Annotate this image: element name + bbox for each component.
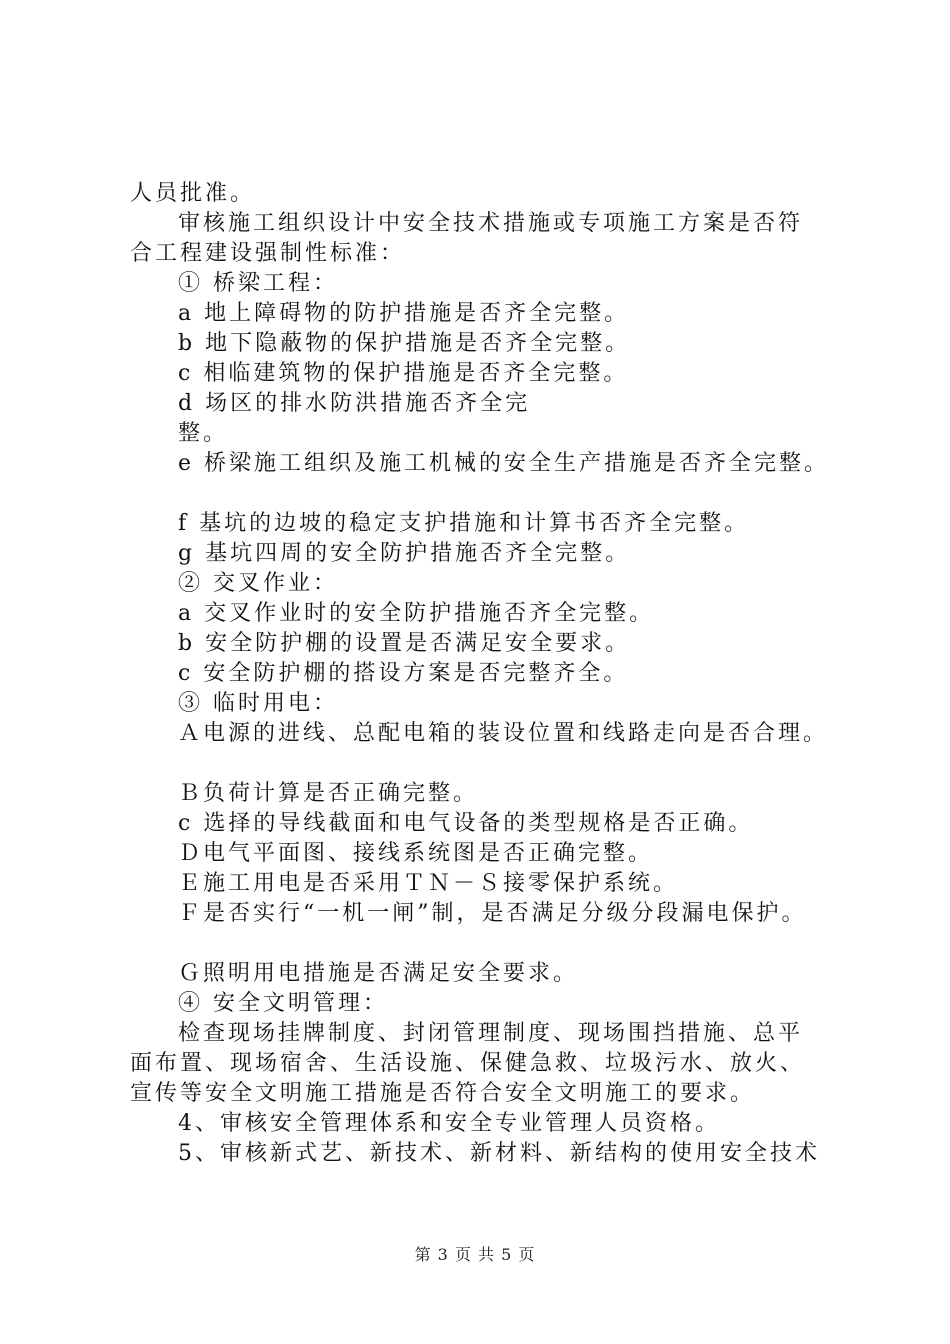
- section-heading: ④ 安全文明管理：: [178, 991, 388, 1016]
- list-item: e 桥梁施工组织及施工机械的安全生产措施是否齐全完整。: [178, 451, 830, 476]
- text-line: 人员批准。: [130, 181, 256, 206]
- list-item: c 安全防护棚的搭设方案是否完整齐全。: [178, 661, 629, 686]
- paragraph-line: 面布置、现场宿舍、生活设施、保健急救、垃圾污水、放火、: [130, 1051, 806, 1076]
- list-item: c 选择的导线截面和电气设备的类型规格是否正确。: [178, 811, 754, 836]
- list-item: Ａ电源的进线、总配电箱的装设位置和线路走向是否合理。: [178, 721, 829, 746]
- list-item: Ｅ施工用电是否采用ＴＮ－Ｓ接零保护系统。: [178, 871, 679, 896]
- text-line: 合工程建设强制性标准：: [130, 241, 406, 266]
- list-item: d 场区的排水防洪措施否齐全完: [178, 391, 531, 416]
- list-item: c 相临建筑物的保护措施是否齐全完整。: [178, 361, 629, 386]
- page-number-footer: 第 3 页 共 5 页: [414, 1245, 536, 1264]
- list-item: g 基坑四周的安全防护措施否齐全完整。: [178, 541, 631, 566]
- text-line: 审核施工组织设计中安全技术措施或专项施工方案是否符: [178, 211, 804, 236]
- list-item: f 基坑的边坡的稳定支护措施和计算书否齐全完整。: [178, 511, 750, 536]
- paragraph-line: 4、审核安全管理体系和安全专业管理人员资格。: [178, 1111, 720, 1136]
- list-item: a 交叉作业时的安全防护措施否齐全完整。: [178, 601, 655, 626]
- section-heading: ① 桥梁工程：: [178, 271, 338, 296]
- list-item: b 安全防护棚的设置是否满足安全要求。: [178, 631, 631, 656]
- list-item: Ｄ电气平面图、接线系统图是否正确完整。: [178, 841, 654, 866]
- list-item: Ｂ负荷计算是否正确完整。: [178, 781, 479, 806]
- paragraph-line: 宣传等安全文明施工措施是否符合安全文明施工的要求。: [130, 1081, 756, 1106]
- paragraph-line: 5、审核新式艺、新技术、新材料、新结构的使用安全技术: [178, 1141, 820, 1166]
- section-heading: ② 交叉作业：: [178, 571, 338, 596]
- section-heading: ③ 临时用电：: [178, 691, 338, 716]
- paragraph-line: 检查现场挂牌制度、封闭管理制度、现场围挡措施、总平: [178, 1021, 804, 1046]
- list-item: a 地上障碍物的防护措施是否齐全完整。: [178, 301, 630, 326]
- list-item: Ｆ是否实行“一机一闸”制，是否满足分级分段漏电保护。: [178, 901, 807, 926]
- list-item: b 地下隐蔽物的保护措施是否齐全完整。: [178, 331, 631, 356]
- list-item-continuation: 整。: [178, 421, 229, 446]
- list-item: Ｇ照明用电措施是否满足安全要求。: [178, 961, 579, 986]
